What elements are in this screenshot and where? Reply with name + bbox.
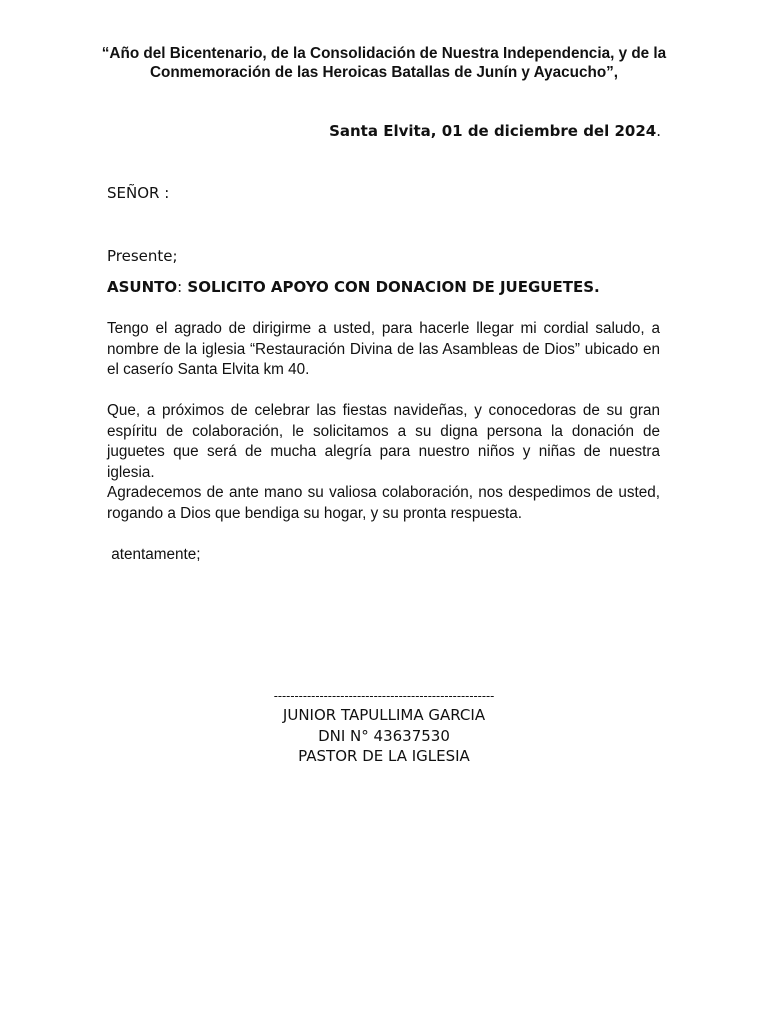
body-paragraph-1: Tengo el agrado de dirigirme a usted, para hacerle llegar mi cordial saludo, a nombre de la iglesia “Restauración Divina de las Asambleas de Dios” ubicado en el caserío Santa Elvita km 40. xyxy=(107,320,660,378)
subject-line xyxy=(107,277,600,297)
signer-name: JUNIOR TAPULLIMA GARCIA xyxy=(282,706,486,724)
signer-role: PASTOR DE LA IGLESIA xyxy=(298,747,470,765)
signature-line: ----------------------------------------------------- xyxy=(273,689,495,703)
body-paragraph-2: Que, a próximos de celebrar las fiestas navideñas, y conocedoras de su gran espíritu de colaboración, le solicitamos a su digna persona la donación de juguetes que será de mucha alegría para nuestro niños y niñas de nuestra iglesia. xyxy=(107,402,660,481)
letter-motto: “Año del Bicentenario, de la Consolidación de Nuestra Independencia, y de la Conmemoración de las Heroicas Batallas de Junín y Ayacucho”, xyxy=(101,45,667,81)
signature-block xyxy=(234,688,534,767)
subject-text: SOLICITO APOYO CON DONACION DE JUEGUETES. xyxy=(182,278,600,296)
closing-line: atentamente; xyxy=(107,546,201,563)
body-paragraph-3: Agradecemos de ante mano su valiosa colaboración, nos despedimos de usted, rogando a Dios que bendiga su hogar, y su pronta respuesta. xyxy=(107,484,660,522)
letter-date xyxy=(107,121,661,141)
subject-colon: : xyxy=(177,278,183,296)
subject-label: ASUNTO xyxy=(107,278,178,296)
recipient-line: SEÑOR : xyxy=(107,184,170,202)
greeting-line: Presente; xyxy=(107,247,178,265)
date-punctuation: . xyxy=(656,122,661,140)
signer-dni: DNI N° 43637530 xyxy=(318,726,450,745)
date-text: Santa Elvita, 01 de diciembre del 2024 xyxy=(329,122,657,140)
